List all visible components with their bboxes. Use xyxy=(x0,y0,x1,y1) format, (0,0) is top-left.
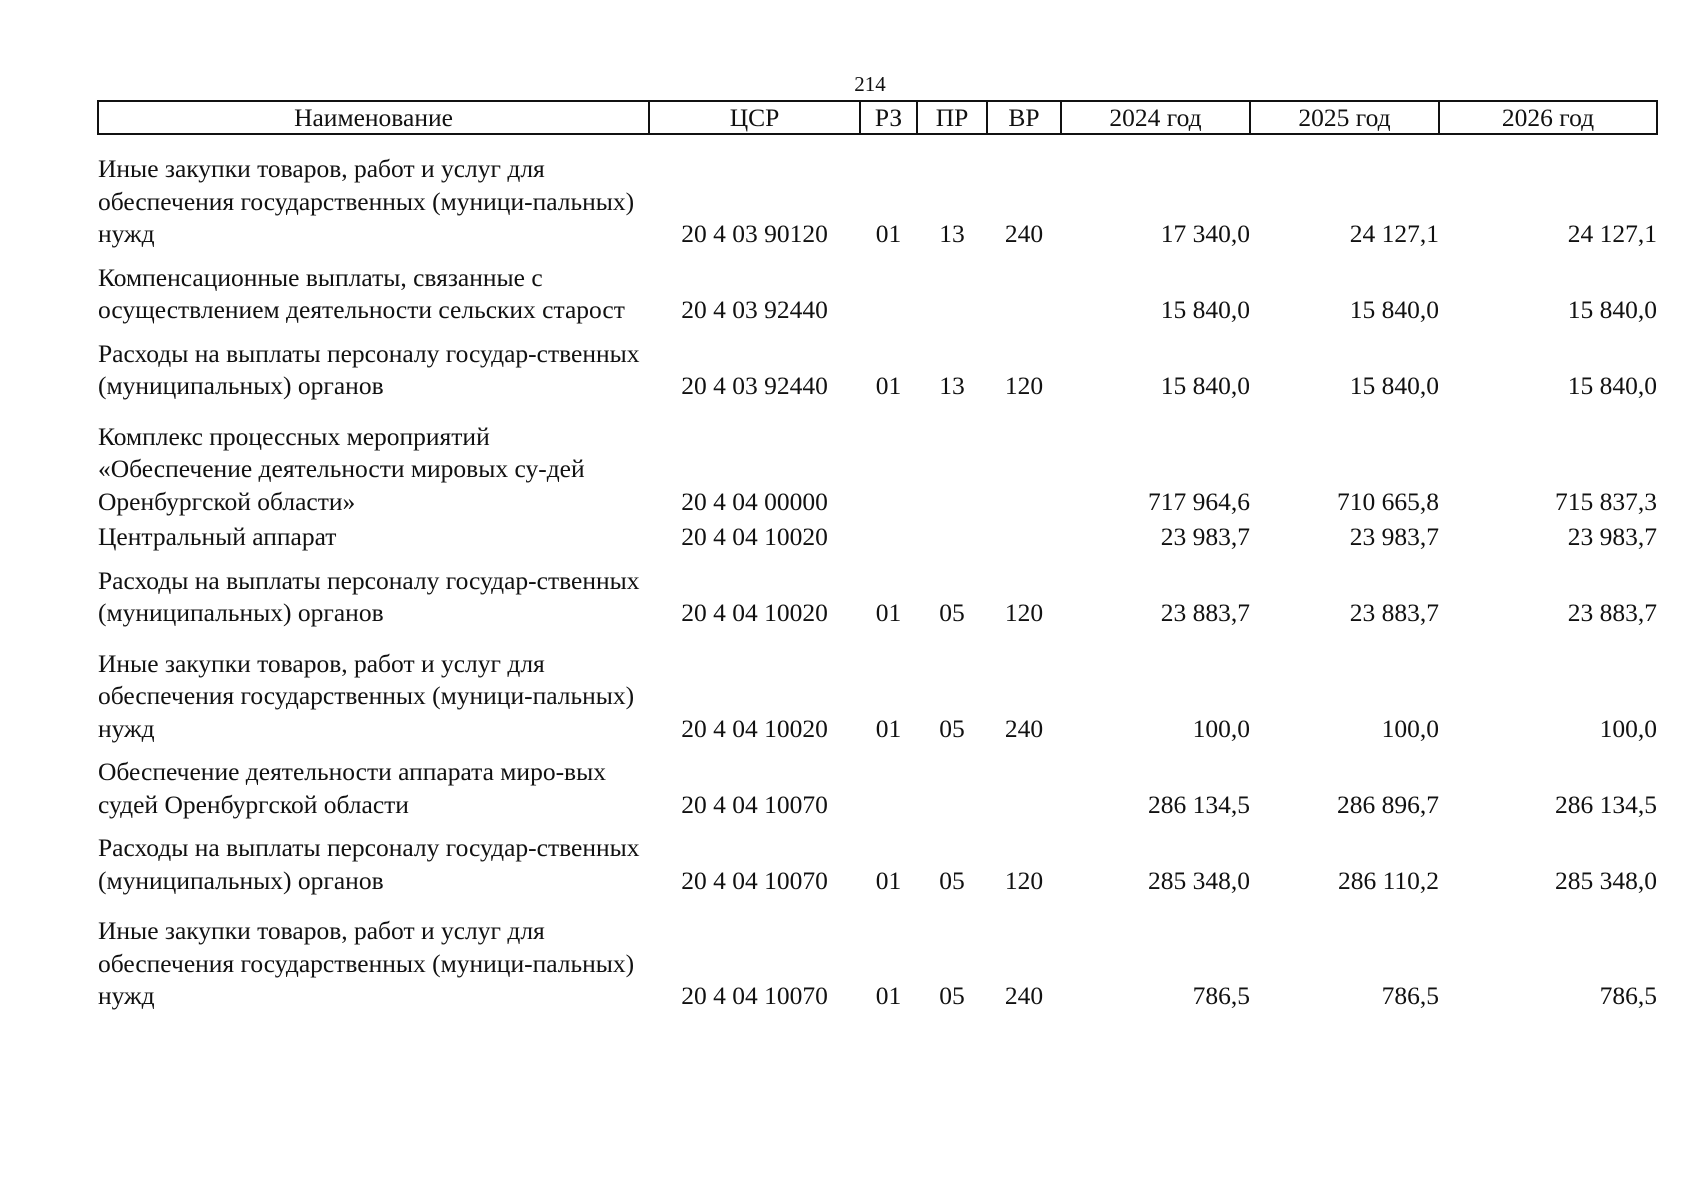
row-2025: 286 110,2 xyxy=(1337,865,1439,895)
row-2025: 786,5 xyxy=(1381,981,1439,1010)
row-2026: 100,0 xyxy=(1599,713,1657,743)
row-name: Иные закупки товаров, работ и услуг для обеспечения государственных (муници-пальных) нужд xyxy=(98,154,635,248)
table-row xyxy=(98,134,1657,251)
row-csr: 20 4 04 10070 xyxy=(681,865,828,895)
row-2026: 23 883,7 xyxy=(1567,598,1657,627)
row-csr: 20 4 03 90120 xyxy=(681,219,828,248)
row-csr: 20 4 04 10020 xyxy=(681,713,828,743)
row-pr xyxy=(917,403,987,519)
row-name: Расходы на выплаты персоналу государ-ственных (муниципальных) органов xyxy=(98,565,640,627)
row-rz: 01 xyxy=(875,981,902,1010)
row-2024: 23 983,7 xyxy=(1160,522,1250,551)
row-pr xyxy=(917,745,987,821)
row-2025: 23 883,7 xyxy=(1349,598,1439,627)
header-2024: 2024 год xyxy=(1061,101,1250,134)
row-vr: 240 xyxy=(1004,219,1044,248)
table-row xyxy=(98,518,1657,554)
row-rz xyxy=(860,403,917,519)
table-header-row xyxy=(98,101,1657,134)
row-name: Центральный аппарат xyxy=(98,522,337,551)
row-2026: 286 134,5 xyxy=(1555,789,1657,819)
row-csr: 20 4 04 10020 xyxy=(681,522,828,551)
row-vr: 240 xyxy=(1004,981,1044,1010)
row-pr: 05 xyxy=(939,981,965,1010)
row-2026: 285 348,0 xyxy=(1555,865,1657,895)
row-2026: 23 983,7 xyxy=(1567,522,1657,551)
header-name: Наименование xyxy=(98,101,649,134)
row-2025: 24 127,1 xyxy=(1349,219,1439,248)
row-2026: 15 840,0 xyxy=(1567,371,1657,400)
row-name: Компенсационные выплаты, связанные с осуществлением деятельности сельских старост xyxy=(98,262,625,324)
row-name: Комплекс процессных мероприятий «Обеспечение деятельности мировых су-дей Оренбургской области» xyxy=(98,421,585,516)
row-rz: 01 xyxy=(875,713,902,743)
header-vr: ВР xyxy=(987,101,1061,134)
header-2025: 2025 год xyxy=(1250,101,1439,134)
row-pr: 05 xyxy=(939,713,965,743)
table-row xyxy=(98,897,1657,1013)
row-pr xyxy=(917,251,987,327)
row-2024: 15 840,0 xyxy=(1160,295,1250,324)
row-rz xyxy=(860,518,917,554)
row-csr: 20 4 04 10070 xyxy=(681,981,828,1010)
row-2026: 24 127,1 xyxy=(1567,219,1657,248)
row-vr: 240 xyxy=(1004,713,1044,743)
row-2025: 23 983,7 xyxy=(1349,522,1439,551)
row-name: Расходы на выплаты персоналу государ-ственных (муниципальных) органов xyxy=(98,338,640,400)
table-row xyxy=(98,554,1657,630)
row-name: Обеспечение деятельности аппарата миро-вых судей Оренбургской области xyxy=(98,757,606,819)
row-2025: 15 840,0 xyxy=(1349,371,1439,400)
row-pr: 05 xyxy=(939,598,965,627)
row-rz: 01 xyxy=(875,371,902,400)
row-csr: 20 4 03 92440 xyxy=(681,295,828,324)
row-csr: 20 4 04 10020 xyxy=(681,598,828,627)
page-number: 214 xyxy=(854,72,886,96)
header-pr: ПР xyxy=(917,101,987,134)
row-vr: 120 xyxy=(1004,865,1044,895)
row-pr: 13 xyxy=(939,371,965,400)
row-2024: 717 964,6 xyxy=(1148,486,1250,516)
row-2025: 15 840,0 xyxy=(1349,295,1439,324)
row-name: Расходы на выплаты персоналу государ-ственных (муниципальных) органов xyxy=(98,833,640,895)
row-2024: 786,5 xyxy=(1192,981,1250,1010)
row-2025: 100,0 xyxy=(1381,713,1439,743)
row-2024: 17 340,0 xyxy=(1160,219,1250,248)
row-rz: 01 xyxy=(875,598,902,627)
row-2024: 286 134,5 xyxy=(1148,789,1250,819)
table-row xyxy=(98,745,1657,821)
header-2026: 2026 год xyxy=(1439,101,1657,134)
row-vr xyxy=(987,745,1061,821)
header-rz: РЗ xyxy=(860,101,917,134)
table-row xyxy=(98,630,1657,746)
budget-table xyxy=(97,100,1658,1013)
row-name: Иные закупки товаров, работ и услуг для обеспечения государственных (муници-пальных) нужд xyxy=(98,916,635,1010)
row-pr: 13 xyxy=(939,219,965,248)
row-pr: 05 xyxy=(939,865,965,895)
row-csr: 20 4 03 92440 xyxy=(681,371,828,400)
row-2024: 23 883,7 xyxy=(1160,598,1250,627)
row-rz xyxy=(860,251,917,327)
row-2024: 100,0 xyxy=(1192,713,1250,743)
row-rz xyxy=(860,745,917,821)
row-csr: 20 4 04 10070 xyxy=(681,789,828,819)
row-2026: 15 840,0 xyxy=(1567,295,1657,324)
row-2026: 786,5 xyxy=(1599,981,1657,1010)
row-pr xyxy=(917,518,987,554)
row-2026: 715 837,3 xyxy=(1555,486,1657,516)
row-vr xyxy=(987,251,1061,327)
row-rz: 01 xyxy=(875,865,902,895)
row-2024: 285 348,0 xyxy=(1148,865,1250,895)
row-vr: 120 xyxy=(1004,598,1044,627)
table-row xyxy=(98,821,1657,897)
table-row xyxy=(98,327,1657,403)
row-vr xyxy=(987,518,1061,554)
row-vr xyxy=(987,403,1061,519)
row-2024: 15 840,0 xyxy=(1160,371,1250,400)
row-name: Иные закупки товаров, работ и услуг для обеспечения государственных (муници-пальных) нужд xyxy=(98,648,635,743)
header-csr: ЦСР xyxy=(649,101,860,134)
row-2025: 286 896,7 xyxy=(1337,789,1439,819)
row-csr: 20 4 04 00000 xyxy=(681,486,828,516)
row-rz: 01 xyxy=(875,219,902,248)
row-2025: 710 665,8 xyxy=(1337,486,1439,516)
table-row xyxy=(98,403,1657,519)
row-vr: 120 xyxy=(1004,371,1044,400)
table-row xyxy=(98,251,1657,327)
